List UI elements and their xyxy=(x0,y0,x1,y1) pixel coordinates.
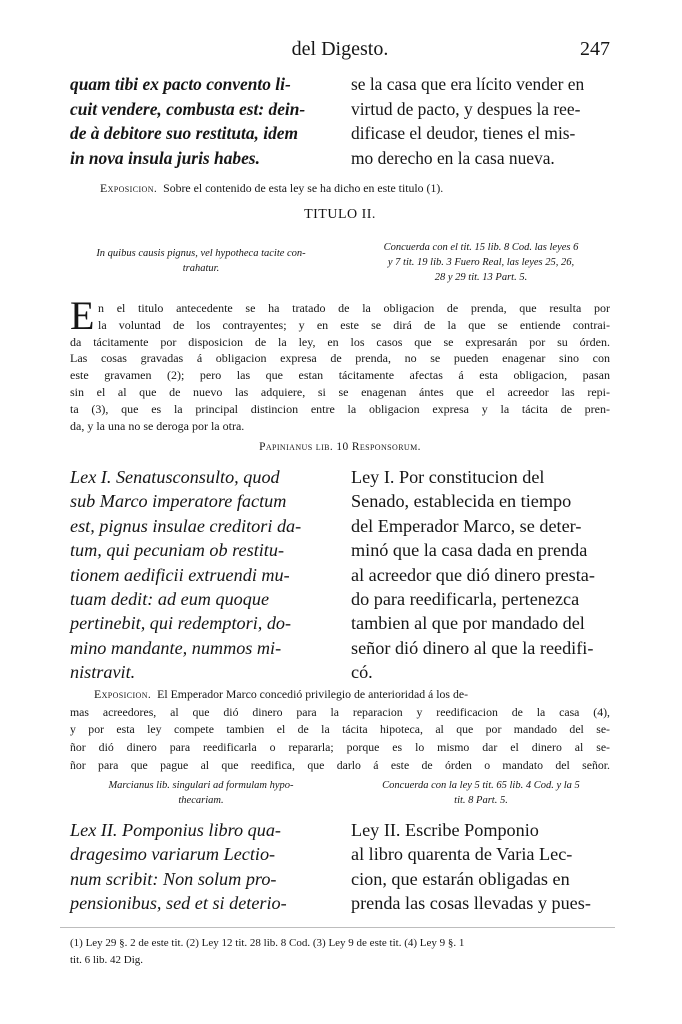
intro-line: da, y la una no se deroga por la otra. xyxy=(70,418,245,433)
page-header xyxy=(70,38,610,66)
concordance-line: tit. 8 Part. 5. xyxy=(454,795,508,806)
latin-line: de à debitore suo restituta, idem xyxy=(70,123,299,144)
latin-line: in nova insula juris habes. xyxy=(70,147,260,168)
latin-column xyxy=(70,465,334,685)
latin-line: nistravit. xyxy=(70,662,136,683)
footnote-line: (1) Ley 29 §. 2 de este tit. (2) Ley 12 tit. 28 lib. 8 Cod. (3) Ley 9 de este tit. (4) Ley 9 §. 1 xyxy=(70,937,465,949)
latin-line: Lex I. Senatusconsulto, quod xyxy=(70,467,280,487)
exposicion-ley-1 xyxy=(70,686,610,775)
source-line: thecariam. xyxy=(178,795,224,806)
spanish-line: virtud de pacto, y despues la ree- xyxy=(351,98,581,119)
latin-line: dragesimo variarum Lectio- xyxy=(70,844,276,865)
spanish-line: señor dió dinero al que la reedifi- xyxy=(351,637,594,658)
running-title: del Digesto. xyxy=(291,38,389,60)
latin-line: mino mandante, nummos mi- xyxy=(70,637,282,658)
intro-line: n el titulo antecedente se ha tratado de la obligacion de prenda, que resulta por xyxy=(98,301,610,315)
latin-line: tionem aedificii extruendi mu- xyxy=(70,564,290,585)
latin-line: tum, qui pecuniam ob restitu- xyxy=(70,540,285,561)
spanish-column xyxy=(351,465,610,685)
latin-line: pertinebit, qui redemptori, do- xyxy=(70,613,292,634)
latin-column xyxy=(70,818,334,916)
latin-line: pensionibus, sed et si deterio- xyxy=(70,893,287,914)
exposicion-line: y por esta ley compete tambien el de la tácita hipoteca, al que por mandado del se- xyxy=(70,722,610,737)
rubric-line: In quibus causis pignus, vel hypotheca tacite con- xyxy=(96,248,306,259)
spanish-line: cion, que estarán obligadas en xyxy=(351,868,570,889)
rubric-line: trahatur. xyxy=(182,263,220,274)
source-author: Papinianus lib. 10 Responsorum. xyxy=(259,441,421,453)
exposicion-line: mas acreedores, al que dió dinero para la reparacion y reedificacion de la casa (4), xyxy=(70,704,610,719)
ley-2-source xyxy=(70,778,332,808)
spanish-line: do para reedificarla, pertenezca xyxy=(351,589,580,610)
latin-line: tuam dedit: ad eum quoque xyxy=(70,589,270,610)
exposicion-note xyxy=(100,180,600,198)
latin-line: quam tibi ex pacto convento li- xyxy=(70,74,291,94)
intro-line: sin el al que de nuevo las adquiere, si se enagenan ántes que el acreedor las repi- xyxy=(70,384,610,399)
spanish-line: se la casa que era lícito vender en xyxy=(351,74,585,94)
latin-column xyxy=(70,72,334,170)
exposicion-line: ñor dió dinero para reedificarla o repararla; porque es lo mismo dar el dinero al se- xyxy=(70,740,610,755)
exposicion-text: Sobre el contenido de esta ley se ha dicho en este titulo (1). xyxy=(163,181,444,195)
concordance-line: Concuerda con la ley 5 tit. 65 lib. 4 Cod. y la 5 xyxy=(382,780,580,791)
footnote-line: tit. 6 lib. 42 Dig. xyxy=(70,953,144,966)
latin-line: num scribit: Non solum pro- xyxy=(70,868,277,889)
latin-line: est, pignus insulae creditori da- xyxy=(70,515,302,536)
latin-line: cuit vendere, combusta est: dein- xyxy=(70,98,306,119)
exposicion-line: El Emperador Marco concedió privilegio de anterioridad á los de- xyxy=(157,687,469,701)
spanish-line: al acreedor que dió dinero presta- xyxy=(351,564,595,585)
spanish-line: Ley II. Escribe Pomponio xyxy=(351,820,539,840)
spanish-line: Ley I. Por constitucion del xyxy=(351,467,545,487)
intro-line: la voluntad de los contrayentes; y en este se dirá de la que se entiende contrai- xyxy=(98,317,610,332)
drop-cap: E xyxy=(70,293,95,338)
intro-line: da tácitamente por disposicion de la ley, en los casos que se expresarán por su órden. xyxy=(70,334,610,349)
concordance-line: 28 y 29 tit. 13 Part. 5. xyxy=(434,272,528,283)
source-line: Marcianus lib. singulari ad formulam hypo- xyxy=(108,780,294,791)
titulo-latin-rubric xyxy=(70,246,332,276)
spanish-line: tambien al que por mandado del xyxy=(351,613,585,634)
latin-line: Lex II. Pomponius libro qua- xyxy=(70,820,281,840)
intro-paragraph xyxy=(70,293,610,434)
exposicion-label: Exposicion. xyxy=(94,687,152,701)
latin-line: sub Marco imperatore factum xyxy=(70,491,287,512)
footnote-divider xyxy=(60,927,615,928)
spanish-column xyxy=(351,72,610,170)
spanish-line: minó que la casa dada en prenda xyxy=(351,540,588,561)
spanish-line: prenda las cosas llevadas y pues- xyxy=(351,893,591,914)
spanish-line: al libro quarenta de Varia Lec- xyxy=(351,844,573,865)
spanish-line: có. xyxy=(351,662,373,683)
spanish-line: del Emperador Marco, se deter- xyxy=(351,515,582,536)
exposicion-line: ñor para que pague al que reedifica, que darlo á este de órden o mandato del señor. xyxy=(70,757,610,772)
spanish-line: mo derecho en la casa nueva. xyxy=(351,147,555,168)
intro-line: Las cosas gravadas á obligacion expresa de prenda, no se pueden enagenar sino con xyxy=(70,351,610,366)
page-number: 247 xyxy=(580,38,610,60)
ley-2-concordance xyxy=(350,778,612,808)
spanish-line: dificase el deudor, tienes el mis- xyxy=(351,123,576,144)
intro-line: ta (3), que es la principal distincion entre la obligacion expresa y la tácita de pren- xyxy=(70,401,610,416)
titulo-heading: TITULO II. xyxy=(304,207,376,222)
footnotes xyxy=(70,935,610,968)
concordance-line: Concuerda con el tit. 15 lib. 8 Cod. las leyes 6 xyxy=(383,242,579,253)
exposicion-label: Exposicion. xyxy=(100,181,158,195)
spanish-line: Senado, establecida en tiempo xyxy=(351,491,572,512)
concordance-line: y 7 tit. 19 lib. 3 Fuero Real, las leyes 25, 26, xyxy=(387,257,575,268)
spanish-column xyxy=(351,818,610,916)
intro-line: este gravamen (2); pero las que estan tácitamente afectas á esta obligacion, pasan xyxy=(70,368,610,383)
titulo-concordance xyxy=(350,240,612,285)
